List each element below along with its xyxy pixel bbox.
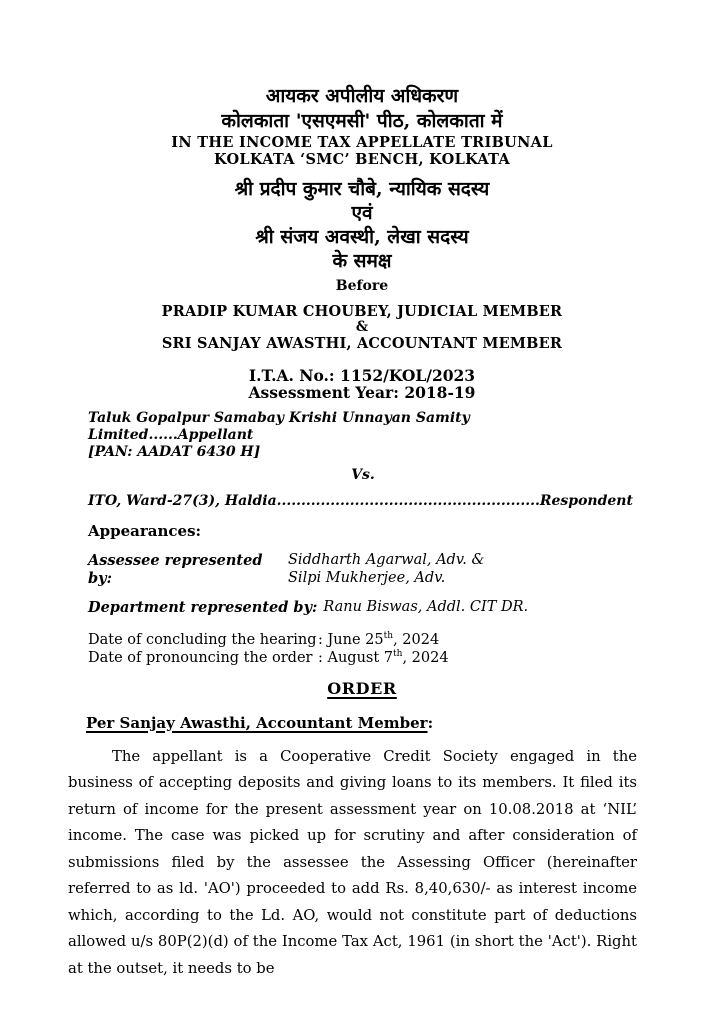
judicial-member-hindi: श्री प्रदीप कुमार चौबे, न्यायिक सदस्य [234, 178, 490, 200]
hearing-date-pre: : June 25 [318, 631, 384, 648]
hearing-date-row [88, 631, 724, 649]
order-date-post: , 2024 [402, 649, 449, 666]
department-representation-label: Department represented by: [88, 599, 318, 616]
order-date-value [318, 649, 449, 667]
department-counsel: Ranu Biswas, Addl. CIT DR. [323, 599, 529, 615]
per-member-colon: : [427, 713, 434, 732]
assessee-counsel-names [288, 552, 484, 587]
hearing-date-value [318, 631, 439, 649]
case-number: I.T.A. No.: 1152/KOL/2023 [248, 366, 476, 385]
tribunal-name-hindi: आयकर अपीलीय अधिकरण [265, 85, 459, 107]
dates-block [88, 631, 724, 667]
members-hindi-block [0, 177, 724, 273]
case-info-block [0, 367, 724, 401]
appellant-line: Taluk Gopalpur Samabay Krishi Unnayan Samity Limited......Appellant [88, 410, 470, 443]
order-date-pre: : August 7 [318, 649, 394, 666]
order-heading-text: ORDER [327, 678, 397, 698]
accountant-member-hindi: श्री संजय अवस्थी, लेखा सदस्य [255, 226, 469, 248]
pan-line: [PAN: AADAT 6430 H] [88, 444, 261, 460]
order-date-row [88, 649, 724, 667]
per-member-line [86, 715, 724, 732]
ampersand: & [355, 319, 369, 335]
assessee-counsel-1: Siddharth Agarwal, Adv. & [288, 552, 485, 568]
appearances-heading: Appearances: [88, 522, 202, 540]
before-hindi: के समक्ष [332, 250, 392, 272]
order-paragraph: The appellant is a Cooperative Credit Society engaged in the business of accepting deposits and giving loans to its members. It filed its return of income for the present assessment year on 10.08.2018 at ‘NIL’ income. The case was picked up for scrutiny and after consideration of submissions filed by the assessee the Assessing Officer (hereinafter referred to as ld. 'AO') proceeded to add Rs. 8,40,630/- as interest income which, according to the Ld. AO, would not constitute part of deductions allowed u/s 80P(2)(d) of the Income Tax Act, 1961 (in short the 'Act'). Right at the outset, it needs to be [68, 747, 637, 977]
bench-name-english: KOLKATA ‘SMC’ BENCH, KOLKATA [213, 151, 511, 168]
and-word-hindi: एवं [351, 202, 373, 224]
order-heading [0, 680, 724, 698]
tribunal-name-english: IN THE INCOME TAX APPELLATE TRIBUNAL [171, 134, 553, 151]
hearing-date-ordinal: th [383, 630, 394, 641]
judicial-member-name: PRADIP KUMAR CHOUBEY, JUDICIAL MEMBER [161, 303, 563, 320]
before-label: Before [335, 278, 389, 294]
assessee-representation-row [88, 552, 638, 587]
respondent-line: ITO, Ward-27(3), Haldia......................................................Respondent [88, 493, 633, 509]
bench-name-hindi: कोलकाता 'एसएमसी' पीठ, कोलकाता में [221, 110, 503, 132]
versus-label: Vs. [351, 467, 375, 483]
assessee-representation-label: Assessee represented by: [88, 552, 263, 587]
department-representation-row [88, 599, 638, 617]
hearing-date-post: , 2024 [393, 631, 440, 648]
parties-block [88, 410, 638, 510]
per-member-text: Per Sanjay Awasthi, Accountant Member [86, 713, 428, 732]
order-date-ordinal: th [393, 648, 403, 659]
hearing-date-label: Date of concluding the hearing [88, 631, 317, 648]
accountant-member-name: SRI SANJAY AWASTHI, ACCOUNTANT MEMBER [161, 335, 563, 352]
members-english-block [0, 303, 724, 352]
order-date-label: Date of pronouncing the order [88, 649, 313, 666]
assessee-counsel-2: Silpi Mukherjee, Adv. [288, 569, 446, 586]
assessment-year: Assessment Year: 2018-19 [248, 383, 476, 402]
